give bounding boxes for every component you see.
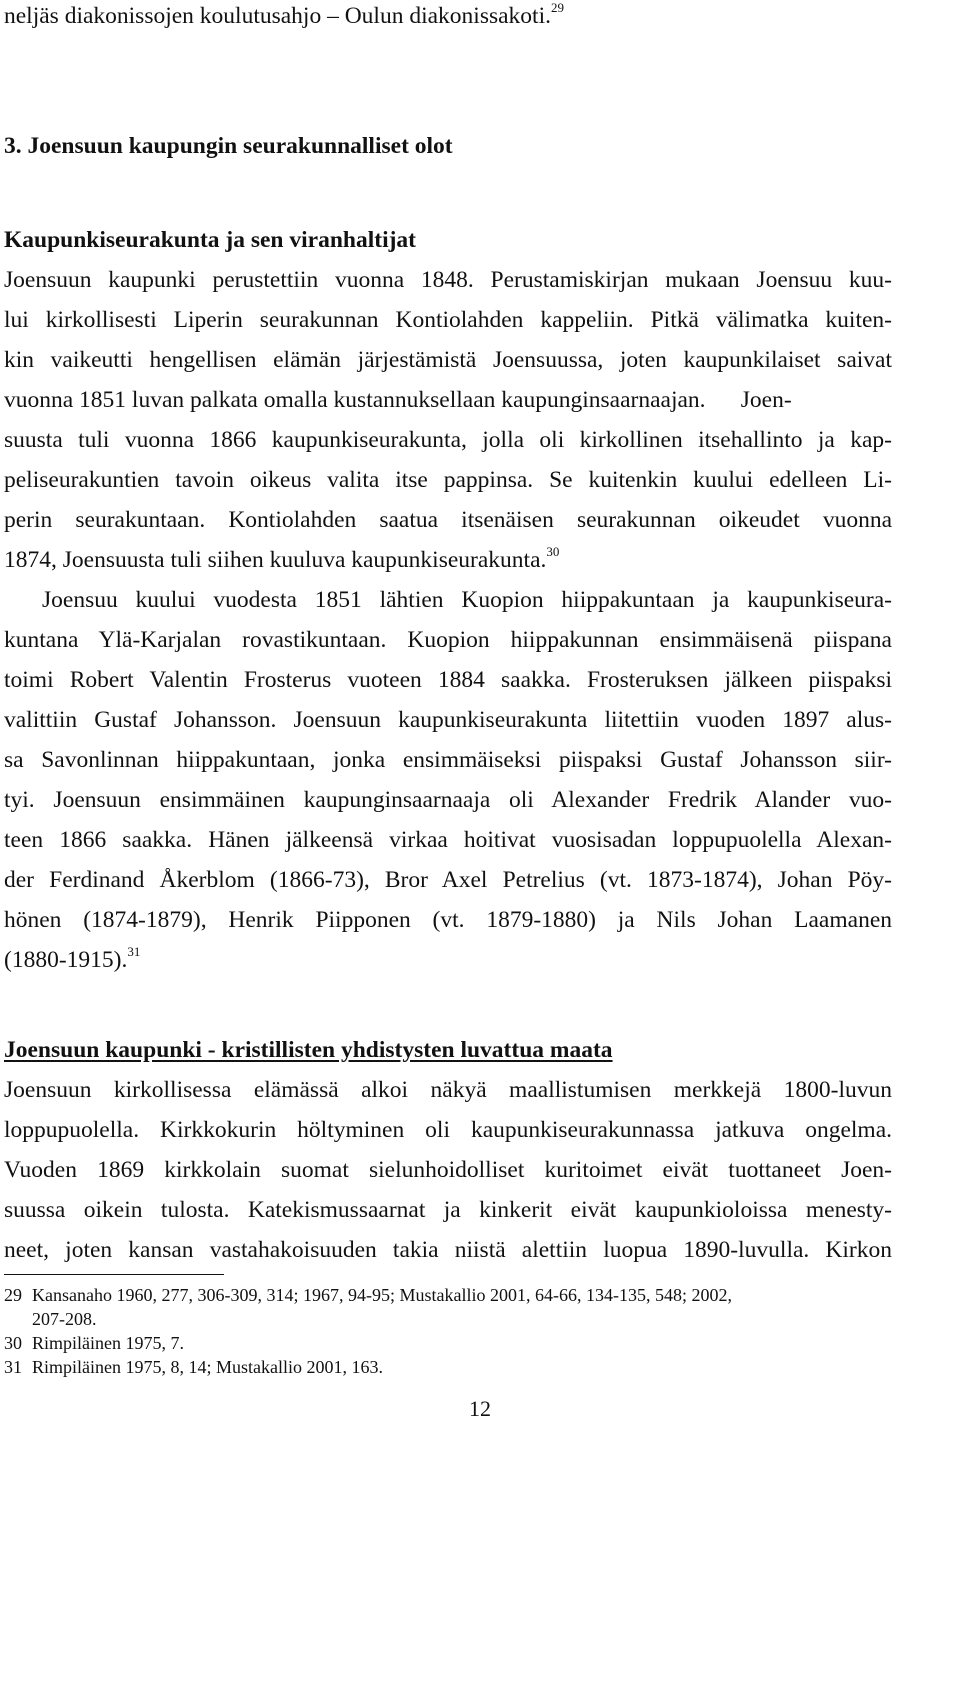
footnote-ref: 31 — [127, 944, 141, 959]
text-line: suussa oikein tulosta. Katekismussaarnat ja kinkerit eivät kaupunkioloissa menesty- — [4, 1197, 892, 1223]
footnote-number: 30 — [4, 1333, 22, 1353]
text-line: neljäs diakonissojen koulutusahjo – Oulun diakonissakoti.$^{29}$ — [4, 0, 564, 29]
text-line: suusta tuli vuonna 1866 kaupunkiseurakunta, jolla oli kirkollinen itsehallinto ja kap- — [4, 427, 892, 453]
text-line: 1874, Joensuusta tuli siihen kuuluva kaupunkiseurakunta.$^{30}$ — [4, 544, 560, 573]
text-line: vuonna 1851 luvan palkata omalla kustannuksellaan kaupunginsaarnaajan. Joen- — [4, 387, 792, 413]
subsection-heading: Joensuun kaupunki - kristillisten yhdistysten luvattua maata — [4, 1037, 613, 1063]
text-line: valittiin Gustaf Johansson. Joensuun kaupunkiseurakunta liitettiin vuoden 1897 alus- — [4, 707, 892, 733]
subsection-heading: Kaupunkiseurakunta ja sen viranhaltijat — [4, 227, 416, 253]
text-line: lui kirkollisesti Liperin seurakunnan Kontiolahden kappeliin. Pitkä välimatka kuiten- — [4, 307, 892, 333]
footnote-ref: 30 — [546, 544, 560, 559]
text-line: kuntana Ylä-Karjalan rovastikuntaan. Kuopion hiippakunnan ensimmäisenä piispana — [4, 627, 892, 653]
footnote-number: 31 — [4, 1357, 22, 1377]
text-line: (1880-1915).$^{31}$ — [4, 944, 141, 973]
footnote-divider — [4, 1274, 224, 1275]
text-line: teen 1866 saakka. Hänen jälkeensä virkaa hoitivat vuosisadan loppupuolella Alexan- — [4, 827, 892, 853]
footnote: 29 Kansanaho 1960, 277, 306-309, 314; 1967, 94-95; Mustakallio 2001, 64-66, 134-135, 548; 2002, — [4, 1285, 732, 1305]
text-line: Joensuu kuului vuodesta 1851 lähtien Kuopion hiippakuntaan ja kaupunkiseura- — [42, 587, 892, 613]
footnote-ref: 29 — [550, 0, 564, 15]
text-line: kin vaikeutti hengellisen elämän järjestämistä Joensuussa, joten kaupunkilaiset saivat — [4, 347, 892, 373]
section-heading: 3. Joensuun kaupungin seurakunnalliset olot — [4, 133, 453, 159]
text-line: peliseurakuntien tavoin oikeus valita itse pappinsa. Se kuitenkin kuului edelleen Li- — [4, 467, 892, 493]
text-line: sa Savonlinnan hiippakuntaan, jonka ensimmäiseksi piispaksi Gustaf Johansson siir- — [4, 747, 892, 773]
text-line: toimi Robert Valentin Frosterus vuoteen 1884 saakka. Frosteruksen jälkeen piispaksi — [4, 667, 892, 693]
text-line: der Ferdinand Åkerblom (1866-73), Bror Axel Petrelius (vt. 1873-1874), Johan Pöy- — [4, 867, 892, 893]
text-line: tyi. Joensuun ensimmäinen kaupunginsaarnaaja oli Alexander Fredrik Alander vuo- — [4, 787, 892, 813]
footnote-continuation: 207-208. — [32, 1309, 97, 1329]
footnote-number: 29 — [4, 1285, 22, 1305]
text-line: hönen (1874-1879), Henrik Piipponen (vt. 1879-1880) ja Nils Johan Laamanen — [4, 907, 892, 933]
text-line: Joensuun kirkollisessa elämässä alkoi näkyä maallistumisen merkkejä 1800-luvun — [4, 1077, 892, 1103]
page-number: 12 — [469, 1396, 491, 1421]
footnote: 31 Rimpiläinen 1975, 8, 14; Mustakallio 2001, 163. — [4, 1357, 383, 1377]
text-line: loppupuolella. Kirkkokurin höltyminen oli kaupunkiseurakunnassa jatkuva ongelma. — [4, 1117, 892, 1143]
text-line: Joensuun kaupunki perustettiin vuonna 1848. Perustamiskirjan mukaan Joensuu kuu- — [4, 267, 892, 293]
text-line: perin seurakuntaan. Kontiolahden saatua itsenäisen seurakunnan oikeudet vuonna — [4, 507, 892, 533]
text-line: neet, joten kansan vastahakoisuuden takia niistä alettiin luopua 1890-luvulla. Kirkon — [4, 1237, 892, 1263]
text-line: Vuoden 1869 kirkkolain suomat sielunhoidolliset kuritoimet eivät tuottaneet Joen- — [4, 1157, 892, 1183]
footnote: 30 Rimpiläinen 1975, 7. — [4, 1333, 184, 1353]
